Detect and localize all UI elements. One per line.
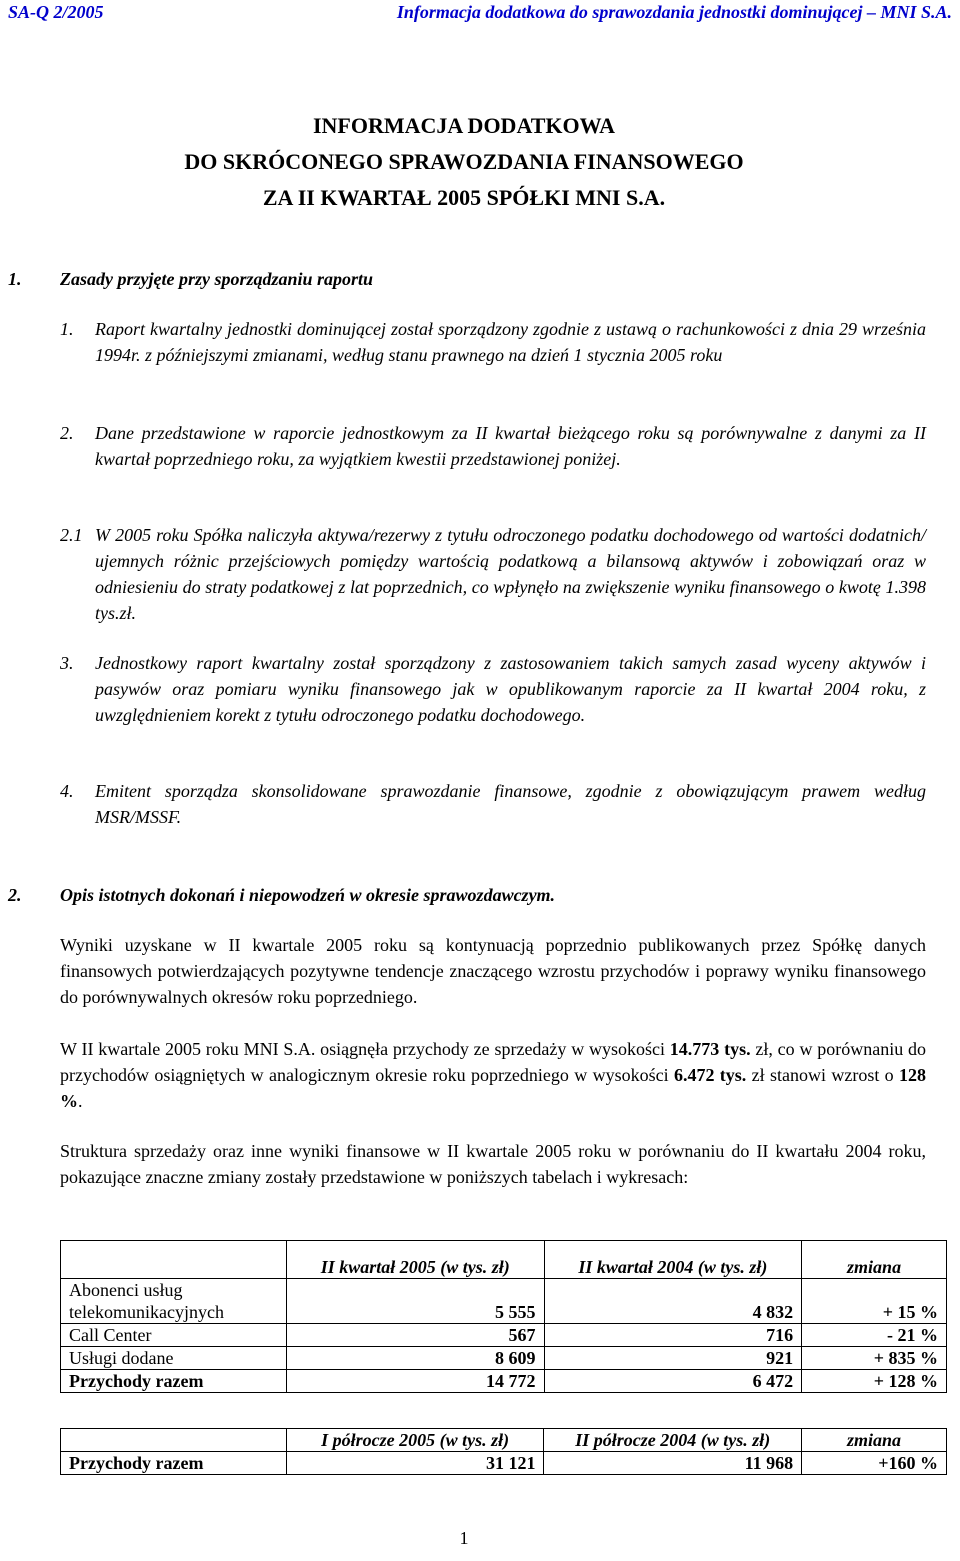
paragraph-structure: Struktura sprzedaży oraz inne wyniki finansowe w II kwartale 2005 roku w porównaniu do II kwartału 2004 roku, pokazujące znaczne zmiany zostały przedstawione w poniższych tabelach i wykresach: xyxy=(60,1141,926,1187)
document-title xyxy=(0,108,928,216)
table-total-row: Przychody razem 14 772 6 472 + 128 % xyxy=(61,1370,947,1393)
list-item-3: 3. Jednostkowy raport kwartalny został sporządzony z zastosowaniem takich samych zasad wyceny aktywów i pasywów oraz pomiaru wyniku finansowego jak w opublikowanym raporcie za II kwartał 2004 roku, z uwzględnieniem korekt z tytułu odroczonego podatku dochodowego. xyxy=(60,653,926,725)
list-item-1: 1. Raport kwartalny jednostki dominującej został sporządzony zgodnie z ustawą o rachunkowości z dnia 29 września 1994r. z późniejszymi zmianami, według stanu prawnego na dzień 1 stycznia 2005 roku xyxy=(60,319,926,365)
growth-percent: 128 % xyxy=(60,1065,927,1111)
report-code: SA-Q 2/2005 xyxy=(8,2,104,22)
table-row: Call Center 567 716 - 21 % xyxy=(61,1324,947,1347)
section-1-heading: 1. Zasady przyjęte przy sporządzaniu raportu xyxy=(8,269,374,289)
page-number: 1 xyxy=(459,1528,469,1548)
title-line-1: INFORMACJA DODATKOWA xyxy=(312,113,616,138)
revenue-2004: 6.472 tys. xyxy=(673,1065,747,1085)
title-line-2: DO SKRÓCONEGO SPRAWOZDANIA FINANSOWEGO xyxy=(184,149,744,174)
title-line-3: ZA II KWARTAŁ 2005 SPÓŁKI MNI S.A. xyxy=(262,185,666,210)
header-title: Informacja dodatkowa do sprawozdania jednostki dominującej – MNI S.A. xyxy=(396,2,952,22)
list-item-4: 4. Emitent sporządza skonsolidowane sprawozdanie finansowe, zgodnie z obowiązującym prawem według MSR/MSSF. xyxy=(60,781,926,827)
revenue-2005: 14.773 tys. xyxy=(669,1039,751,1059)
table-row: Usługi dodane 8 609 921 + 835 % xyxy=(61,1347,947,1370)
table-header-row: I półrocze 2005 (w tys. zł) II półrocze 2004 (w tys. zł) zmiana xyxy=(61,1429,947,1452)
list-item-2-1: 2.1 W 2005 roku Spółka naliczyła aktywa/rezerwy z tytułu odroczonego podatku dochodowego od wartości dodatnich/ ujemnych różnic przejściowych pomiędzy wartością podatkową a bilansową aktywów i zobowiązań oraz w odniesieniu do straty podatkowej z lat poprzednich, co wpłynęło na zwiększenie wyniku finansowego o kwotę 1.398 tys.zł. xyxy=(60,525,926,623)
section-2-heading: 2. Opis istotnych dokonań i niepowodzeń w okresie sprawozdawczym. xyxy=(8,885,556,905)
revenue-table-quarter xyxy=(60,1240,947,1393)
table-total-row: Przychody razem 31 121 11 968 +160 % xyxy=(61,1452,947,1475)
table-header-row: II kwartał 2005 (w tys. zł) II kwartał 2004 (w tys. zł) zmiana xyxy=(61,1241,947,1279)
list-item-2: 2. Dane przedstawione w raporcie jednostkowym za II kwartał bieżącego roku są porównywalne z danymi za II kwartał poprzedniego roku, za wyjątkiem kwestii przedstawionej poniżej. xyxy=(60,423,926,469)
table-row: Abonenci usług telekomunikacyjnych 5 555 4 832 + 15 % xyxy=(61,1279,947,1324)
paragraph-revenue: W II kwartale 2005 roku MNI S.A. osiągnęła przychody ze sprzedaży w wysokości 14.773 tys. zł, co w porównaniu do przychodów osiągniętych w analogicznym okresie roku poprzedniego w wysokości 6.472 tys. zł stanowi wzrost o 128 %. xyxy=(60,1039,927,1111)
paragraph-results: Wyniki uzyskane w II kwartale 2005 roku są kontynuacją poprzednio publikowanych przez Spółkę danych finansowych potwierdzających pozytywne tendencje znaczącego wzrostu przychodów i poprawy wyniku finansowego do porównywalnych okresów roku poprzedniego. xyxy=(60,935,926,1007)
revenue-table-halfyear xyxy=(60,1428,947,1475)
